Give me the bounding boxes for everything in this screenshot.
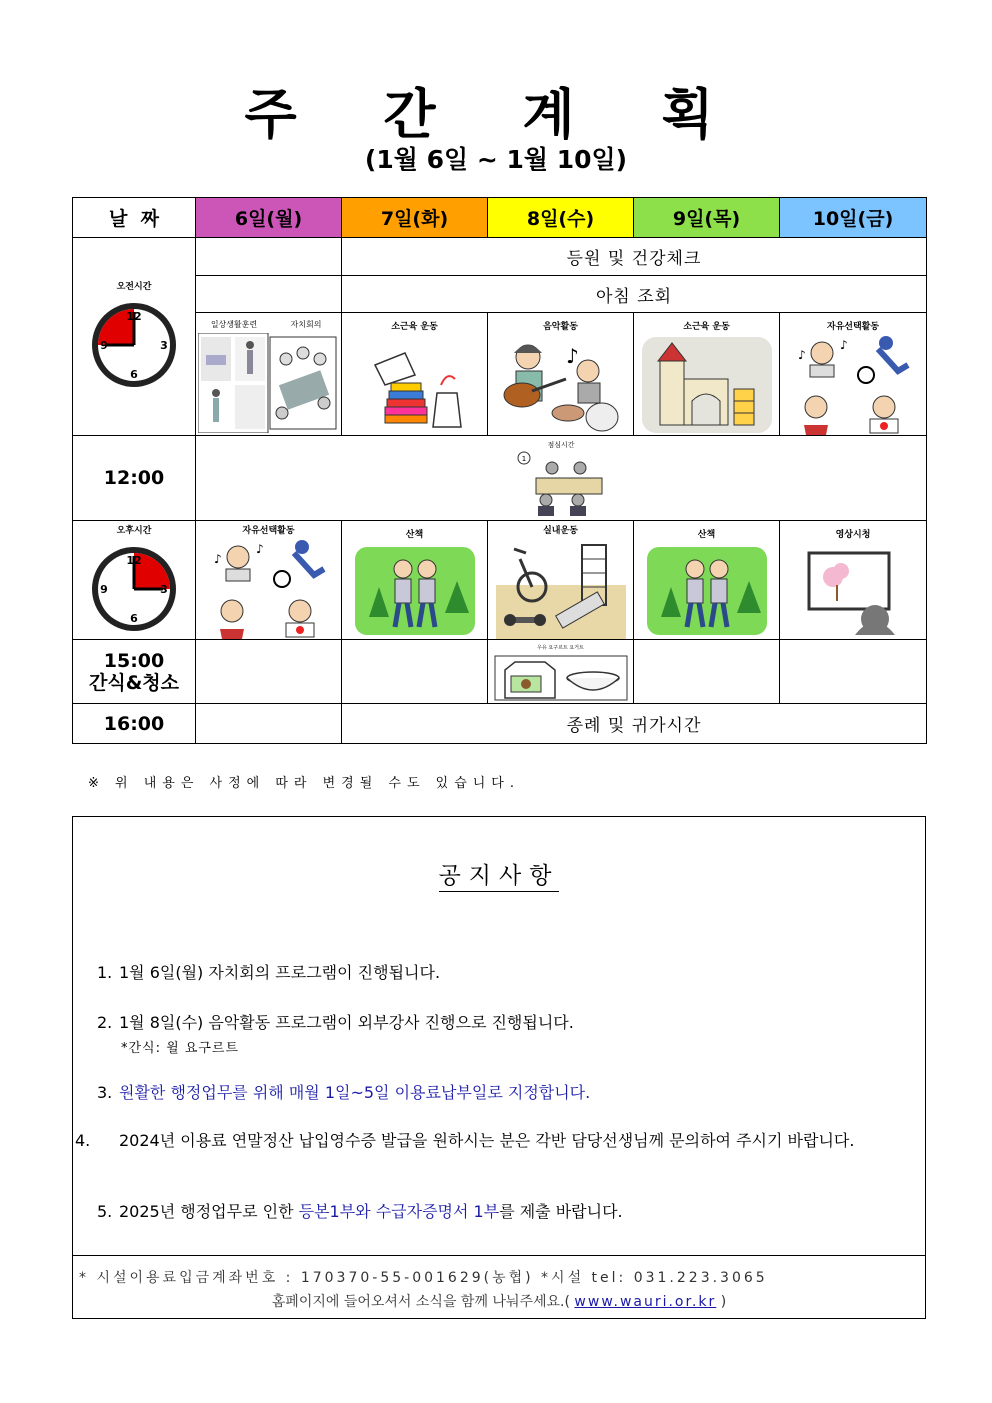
svg-text:♪: ♪ <box>798 348 806 362</box>
notice-item-4 <box>75 1129 907 1153</box>
thu-morning-label: 소근육 운동 <box>683 322 730 332</box>
notice-item-num: 4. <box>75 1131 91 1150</box>
music-activity-icon <box>496 333 626 433</box>
svg-text:6: 6 <box>130 368 138 381</box>
lunch-cell <box>196 436 927 521</box>
attendance-cell: 등원 및 건강체크 <box>342 238 927 276</box>
notice-item-text: 원활한 행정업무를 위해 매월 1일~5일 이용료납부일로 지정합니다. <box>119 1083 591 1102</box>
notice-title <box>73 857 925 890</box>
end-cell: 종례 및 귀가시간 <box>342 704 927 744</box>
page-subtitle: (1월 6일 ~ 1월 10일) <box>364 145 628 174</box>
notice-item-text-highlight: 등본1부와 수급자증명서 1부 <box>298 1202 500 1221</box>
header-wed: 8일(수) <box>488 198 634 238</box>
thu-afternoon-label: 산책 <box>697 530 716 540</box>
tue-afternoon-label: 산책 <box>405 530 424 540</box>
mon-afternoon-cell <box>196 521 342 640</box>
mon-end-empty <box>196 704 342 744</box>
header-mon: 6일(월) <box>196 198 342 238</box>
free-choice-activity-icon <box>206 539 332 639</box>
lunch-time-icon <box>516 450 606 518</box>
noon-time: 12:00 <box>73 436 196 521</box>
svg-text:♪: ♪ <box>213 552 222 566</box>
notice-box <box>72 816 926 1319</box>
tue-morning-label: 소근육 운동 <box>391 322 438 332</box>
mon-afternoon-label: 자유선택활동 <box>242 526 295 536</box>
notice-item-5 <box>97 1200 907 1224</box>
tue-afternoon-cell <box>342 521 488 640</box>
snack-sub-note: *간식: 윌 요구르트 <box>121 1041 240 1056</box>
fri-afternoon-cell <box>780 521 927 640</box>
notice-item-text: 1월 8일(수) 음악활동 프로그램이 외부강사 진행으로 진행됩니다. <box>119 1013 574 1032</box>
snack-time: 15:00 <box>103 649 165 672</box>
wed-snack-label: 우유 요구르트 요거트 <box>537 645 584 651</box>
thu-morning-cell <box>634 313 780 436</box>
homepage-info <box>73 1291 925 1311</box>
notice-item-1 <box>97 961 907 985</box>
lunch-label: 점심시간 <box>547 441 575 449</box>
mon-morning-label-a: 일상생활훈련 <box>210 320 258 329</box>
homepage-text: 홈페이지에 들어오셔서 소식을 함께 나눠주세요.( <box>271 1294 570 1310</box>
header-row <box>73 198 927 238</box>
snack-time-cell <box>73 640 196 704</box>
walk-icon <box>355 547 475 635</box>
header-fri: 10일(금) <box>780 198 927 238</box>
header-thu: 9일(목) <box>634 198 780 238</box>
svg-text:9: 9 <box>100 339 108 352</box>
svg-text:12: 12 <box>126 553 142 567</box>
thu-afternoon-cell <box>634 521 780 640</box>
svg-text:9: 9 <box>100 582 108 596</box>
page-title: 주 간 계 획 <box>244 83 748 146</box>
svg-text:6: 6 <box>130 611 138 625</box>
mon-attendance-empty <box>196 238 342 276</box>
morning-label: 오전시간 <box>116 282 152 292</box>
afternoon-label: 오후시간 <box>116 525 152 536</box>
wed-afternoon-label: 실내운동 <box>543 526 578 536</box>
header-date: 날 짜 <box>73 198 196 238</box>
video-watching-icon <box>805 549 901 635</box>
mon-morning-label-b: 자치회의 <box>290 320 322 329</box>
fri-morning-label: 자유선택활동 <box>826 322 880 332</box>
block-building-icon <box>642 337 772 433</box>
header-tue: 7일(화) <box>342 198 488 238</box>
mon-snack-empty <box>196 640 342 704</box>
notice-item-num: 2. <box>97 1013 113 1032</box>
notice-item-text: 1월 6일(월) 자치회의 프로그램이 진행됩니다. <box>119 963 441 982</box>
notice-item-text-c: 를 제출 바랍니다. <box>499 1202 623 1221</box>
fri-afternoon-label: 영상시청 <box>835 530 871 540</box>
notice-item-text-a: 2025년 행정업무로 인한 <box>119 1202 299 1221</box>
morning-clock-icon <box>89 300 179 390</box>
svg-text:♪: ♪ <box>255 542 264 556</box>
walk-icon <box>647 547 767 635</box>
notice-item-num: 1. <box>97 963 113 982</box>
homepage-close: ) <box>720 1294 727 1310</box>
svg-text:12: 12 <box>126 310 142 323</box>
free-choice-activity-icon <box>790 335 916 435</box>
wed-morning-label: 음악활동 <box>543 322 578 332</box>
afternoon-time-cell <box>73 521 196 640</box>
wed-morning-cell <box>488 313 634 436</box>
svg-text:3: 3 <box>160 339 168 352</box>
snack-label: 간식&청소 <box>89 671 179 694</box>
weekly-schedule-table <box>72 197 927 744</box>
notice-item-num: 5. <box>97 1202 113 1221</box>
notice-item-num: 3. <box>97 1083 113 1102</box>
mon-morning-cell <box>196 313 342 436</box>
svg-text:1: 1 <box>521 455 527 463</box>
cup-stacking-icon <box>355 335 475 433</box>
change-note: ※ 위 내용은 사정에 따라 변경될 수도 있습니다. <box>88 776 520 791</box>
notice-title-text: 공지사항 <box>439 863 560 892</box>
fri-snack-empty <box>780 640 927 704</box>
homepage-link[interactable]: www.wauri.or.kr <box>574 1294 717 1310</box>
tue-snack-empty <box>342 640 488 704</box>
notice-item-2 <box>97 1011 907 1035</box>
thu-snack-empty <box>634 640 780 704</box>
wed-snack-cell <box>488 640 634 704</box>
notice-item-3 <box>97 1081 907 1105</box>
end-time: 16:00 <box>73 704 196 744</box>
footer-divider <box>73 1255 925 1256</box>
afternoon-clock-icon <box>89 544 179 634</box>
svg-text:♪: ♪ <box>840 338 848 352</box>
daily-life-meeting-icon <box>198 333 338 433</box>
wed-afternoon-cell <box>488 521 634 640</box>
fri-morning-cell <box>780 313 927 436</box>
svg-text:♪: ♪ <box>565 344 579 368</box>
milk-yogurt-icon <box>493 654 629 702</box>
svg-text:3: 3 <box>160 582 168 596</box>
mon-meeting-empty <box>196 276 342 313</box>
morning-time-cell <box>73 238 196 436</box>
account-info: * 시설이용료입금계좌번호 : 170370-55-001629(농협) *시설 tel: 031.223.3065 <box>79 1270 768 1286</box>
indoor-exercise-icon <box>496 541 626 639</box>
notice-item-text: 2024년 이용료 연말정산 납입영수증 발급을 원하시는 분은 각반 담당선생님께 문의하여 주시기 바랍니다. <box>119 1131 855 1150</box>
tue-morning-cell <box>342 313 488 436</box>
morning-meeting-cell: 아침 조회 <box>342 276 927 313</box>
